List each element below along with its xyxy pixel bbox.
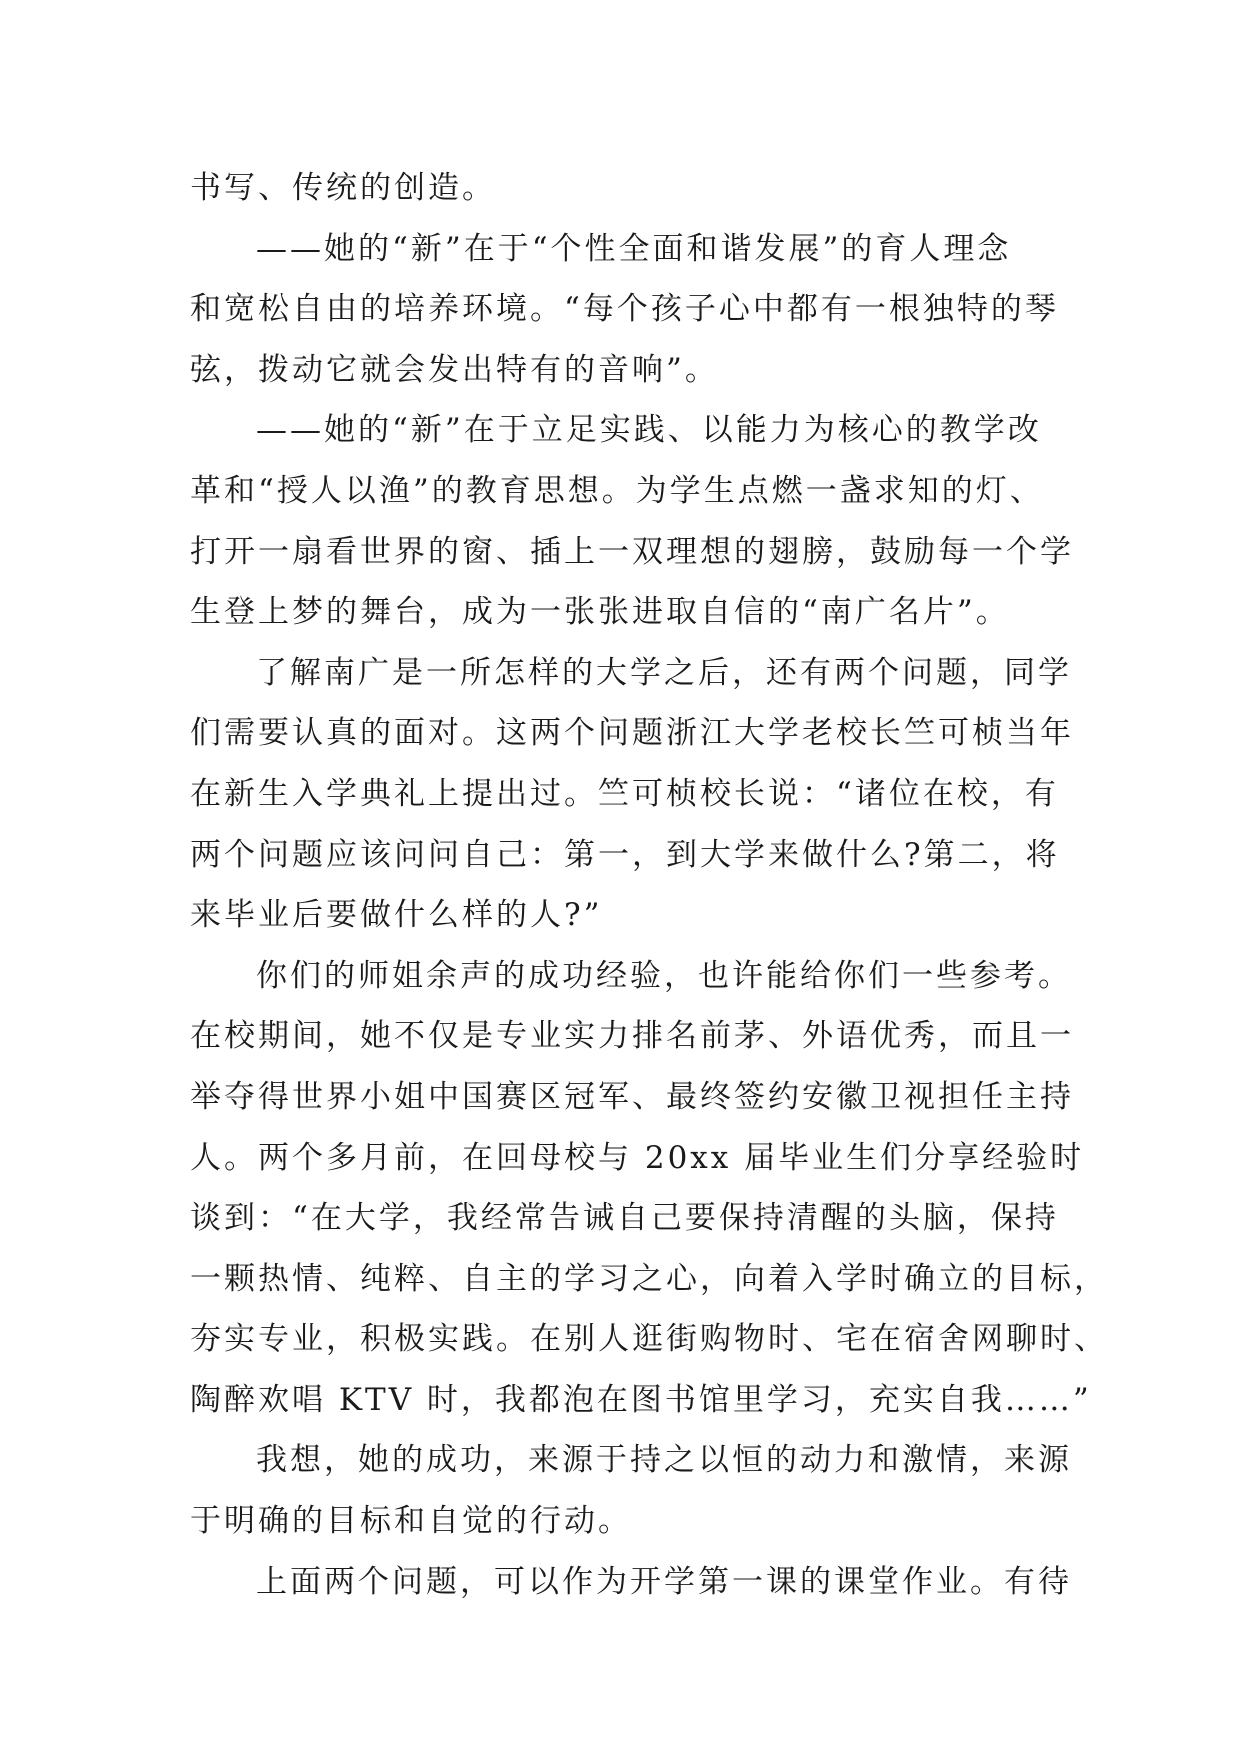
body-text — [190, 158, 1108, 1612]
text-line: ——她的“新”在于立足实践、以能力为核心的教学改 — [256, 412, 1042, 449]
text-line: 和宽松自由的培养环境。“每个孩子心中都有一根独特的琴 — [190, 291, 1059, 328]
text-line: 们需要认真的面对。这两个问题浙江大学老校长竺可桢当年 — [190, 715, 1074, 752]
text-line: 我想，她的成功，来源于持之以恒的动力和激情，来源 — [256, 1442, 1072, 1479]
text-line: 书写、传统的创造。 — [190, 170, 496, 206]
text-line: 在校期间，她不仅是专业实力排名前茅、外语优秀，而且一 — [190, 1018, 1074, 1055]
text-line: 在新生入学典礼上提出过。竺可桢校长说：“诸位在校，有 — [190, 775, 1059, 812]
text-line: 于明确的目标和自觉的行动。 — [190, 1503, 632, 1540]
text-line: 两个问题应该问问自己：第一，到大学来做什么?第二，将 — [190, 836, 1060, 873]
text-line: 弦，拨动它就会发出特有的音响”。 — [190, 351, 719, 388]
text-line: 陶醉欢唱 KTV 时，我都泡在图书馆里学习，充实自我……” — [190, 1381, 1092, 1418]
text-line: 你们的师姐余声的成功经验，也许能给你们一些参考。 — [256, 957, 1072, 994]
text-line: 生登上梦的舞台，成为一张张进取自信的“南广名片”。 — [190, 594, 1010, 631]
text-line: 举夺得世界小姐中国赛区冠军、最终签约安徽卫视担任主持 — [190, 1078, 1074, 1115]
text-line: 谈到：“在大学，我经常告诫自己要保持清醒的头脑，保持 — [190, 1200, 1059, 1237]
text-line: ——她的“新”在于“个性全面和谐发展”的育人理念 — [256, 230, 1012, 267]
text-line: 了解南广是一所怎样的大学之后，还有两个问题，同学 — [256, 654, 1072, 691]
text-line: 打开一扇看世界的窗、插上一双理想的翅膀，鼓励每一个学 — [190, 533, 1074, 570]
text-line: 人。两个多月前，在回母校与 20xx 届毕业生们分享经验时 — [190, 1139, 1085, 1176]
text-line: 一颗热情、纯粹、自主的学习之心，向着入学时确立的目标， — [190, 1260, 1108, 1297]
text-line: 上面两个问题，可以作为开学第一课的课堂作业。有待 — [256, 1563, 1072, 1600]
text-line: 夯实专业，积极实践。在别人逛街购物时、宅在宿舍网聊时、 — [190, 1321, 1108, 1358]
text-line: 革和“授人以渔”的教育思想。为学生点燃一盏求知的灯、 — [190, 472, 1044, 509]
text-line: 来毕业后要做什么样的人?” — [190, 897, 603, 934]
